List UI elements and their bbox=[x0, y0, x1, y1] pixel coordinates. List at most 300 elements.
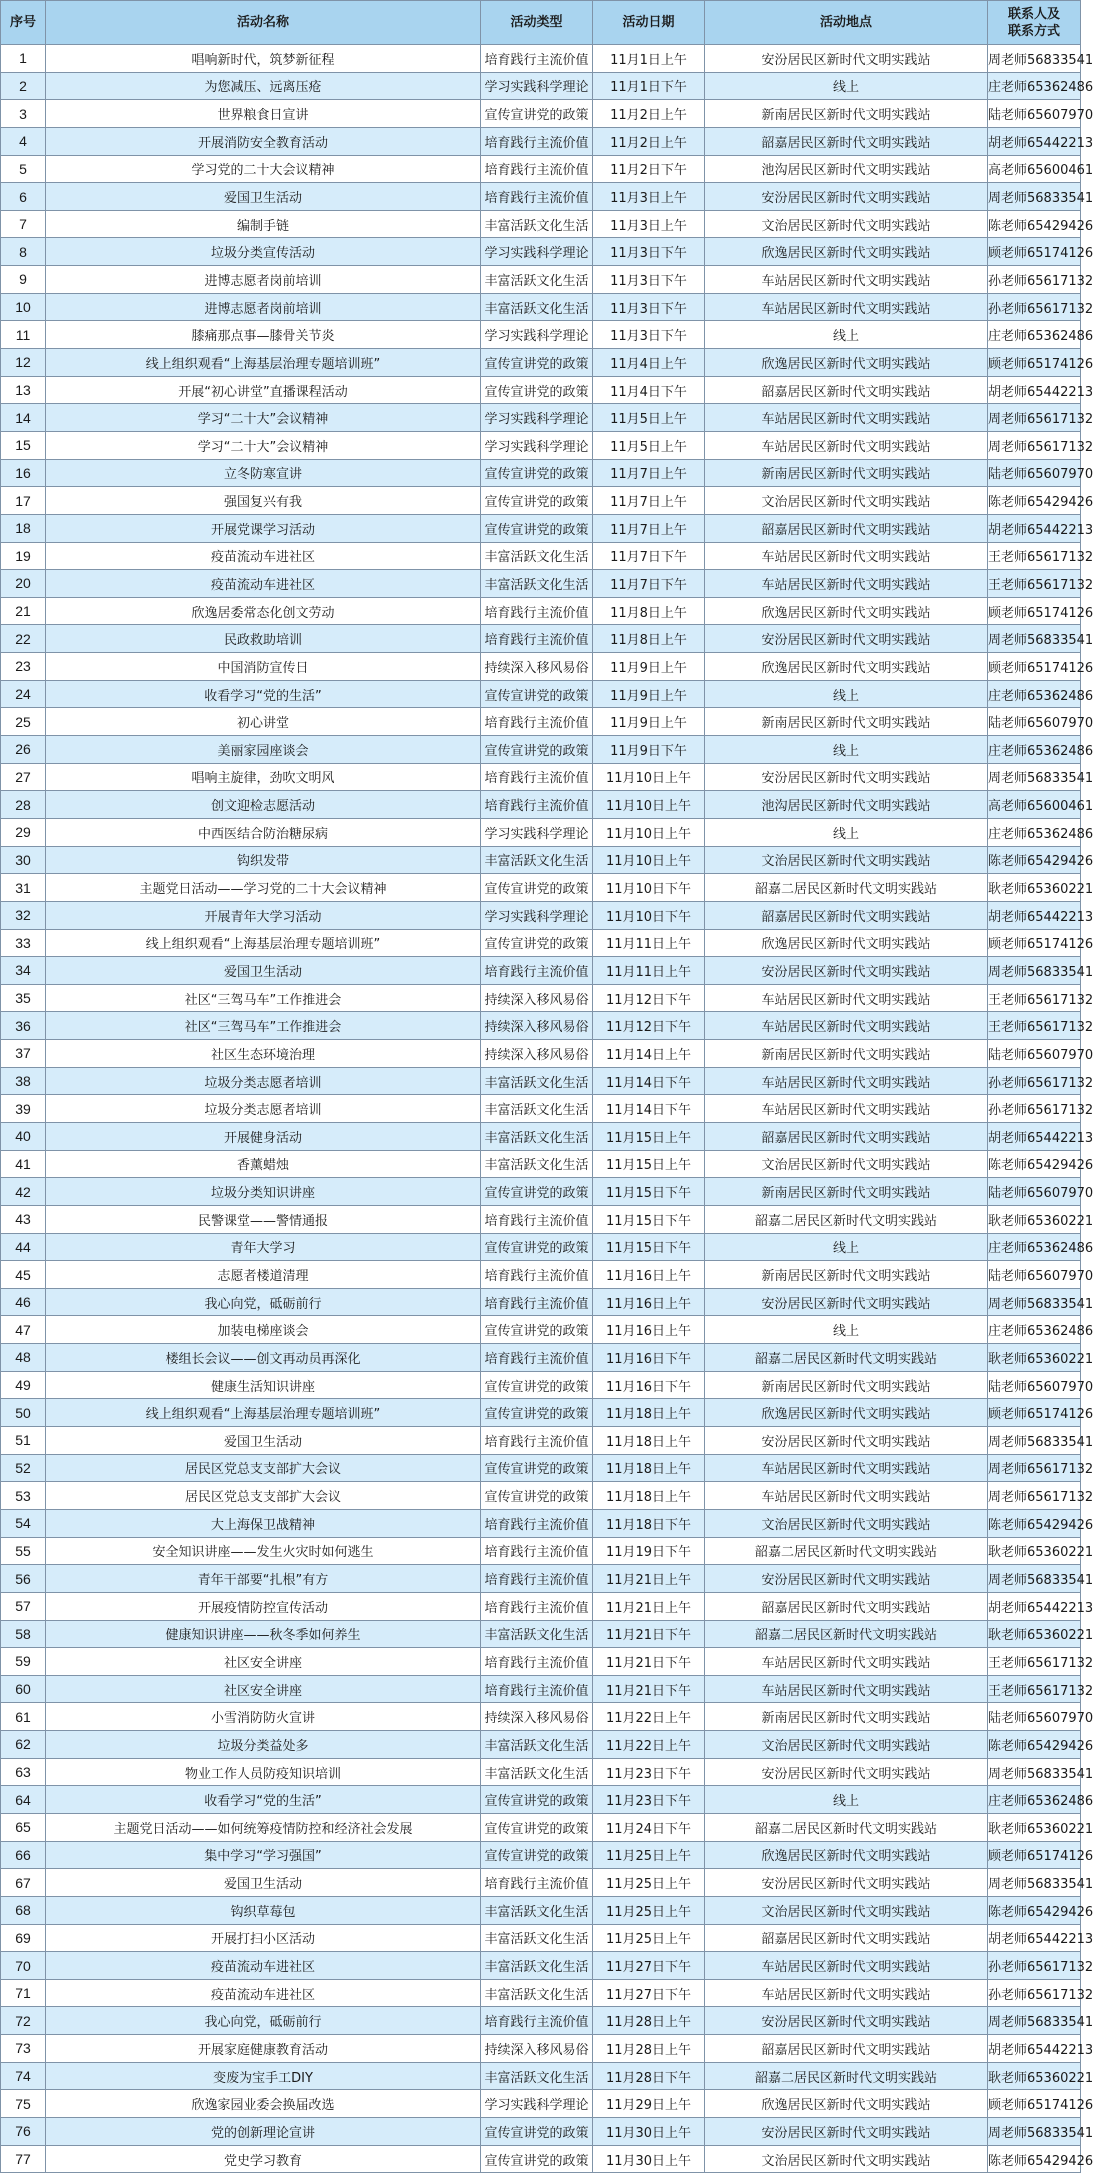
row-index: 69 bbox=[1, 1924, 46, 1952]
row-index: 37 bbox=[1, 1040, 46, 1068]
activity-name: 爱国卫生活动 bbox=[46, 1869, 481, 1897]
table-row bbox=[1, 183, 1081, 211]
activity-name: 疫苗流动车进社区 bbox=[46, 1952, 481, 1980]
activity-name: 社区“三驾马车”工作推进会 bbox=[46, 984, 481, 1012]
activity-location: 文治居民区新时代文明实践站 bbox=[705, 1731, 988, 1759]
table-row bbox=[1, 874, 1081, 902]
header-contact-label: 联系人及 联系方式 bbox=[1007, 6, 1060, 39]
activity-location: 韶嘉二居民区新时代文明实践站 bbox=[705, 2062, 988, 2090]
activity-date: 11月4日下午 bbox=[593, 376, 705, 404]
contact: 孙老师65617132 bbox=[988, 266, 1081, 294]
contact: 陈老师65429426 bbox=[988, 846, 1081, 874]
activity-type: 宣传宣讲党的政策 bbox=[481, 1454, 593, 1482]
row-index: 75 bbox=[1, 2090, 46, 2118]
table-row bbox=[1, 1786, 1081, 1814]
row-index: 77 bbox=[1, 2145, 46, 2173]
activity-type: 宣传宣讲党的政策 bbox=[481, 1316, 593, 1344]
activity-date: 11月3日上午 bbox=[593, 210, 705, 238]
activity-date: 11月3日下午 bbox=[593, 266, 705, 294]
contact: 胡老师65442213 bbox=[988, 2035, 1081, 2063]
header-row bbox=[1, 1, 1081, 45]
activity-date: 11月9日上午 bbox=[593, 653, 705, 681]
row-index: 12 bbox=[1, 349, 46, 377]
activity-date: 11月21日上午 bbox=[593, 1565, 705, 1593]
table-row bbox=[1, 1731, 1081, 1759]
activity-type: 丰富活跃文化生活 bbox=[481, 1731, 593, 1759]
activity-date: 11月7日上午 bbox=[593, 487, 705, 515]
activity-name: 疫苗流动车进社区 bbox=[46, 1979, 481, 2007]
table-row bbox=[1, 763, 1081, 791]
activity-type: 丰富活跃文化生活 bbox=[481, 293, 593, 321]
activity-type: 丰富活跃文化生活 bbox=[481, 1067, 593, 1095]
table-row bbox=[1, 984, 1081, 1012]
table-row bbox=[1, 1648, 1081, 1676]
table-row bbox=[1, 1122, 1081, 1150]
row-index: 22 bbox=[1, 625, 46, 653]
activity-location: 池沟居民区新时代文明实践站 bbox=[705, 791, 988, 819]
table-row bbox=[1, 100, 1081, 128]
table-row bbox=[1, 487, 1081, 515]
contact: 周老师56833541 bbox=[988, 1869, 1081, 1897]
row-index: 71 bbox=[1, 1979, 46, 2007]
table-row bbox=[1, 2007, 1081, 2035]
activity-type: 培育践行主流价值 bbox=[481, 1869, 593, 1897]
activity-date: 11月21日下午 bbox=[593, 1648, 705, 1676]
contact: 胡老师65442213 bbox=[988, 1592, 1081, 1620]
contact: 顾老师65174126 bbox=[988, 2090, 1081, 2118]
contact: 周老师65617132 bbox=[988, 404, 1081, 432]
activity-date: 11月14日下午 bbox=[593, 1067, 705, 1095]
activity-date: 11月4日上午 bbox=[593, 349, 705, 377]
row-index: 31 bbox=[1, 874, 46, 902]
activity-type: 宣传宣讲党的政策 bbox=[481, 680, 593, 708]
activity-date: 11月3日下午 bbox=[593, 293, 705, 321]
contact: 庄老师65362486 bbox=[988, 1233, 1081, 1261]
activity-date: 11月5日上午 bbox=[593, 404, 705, 432]
activity-location: 线上 bbox=[705, 1786, 988, 1814]
activity-date: 11月7日下午 bbox=[593, 542, 705, 570]
row-index: 72 bbox=[1, 2007, 46, 2035]
row-index: 67 bbox=[1, 1869, 46, 1897]
activity-date: 11月16日上午 bbox=[593, 1288, 705, 1316]
activity-name: 学习“二十大”会议精神 bbox=[46, 431, 481, 459]
activity-type: 宣传宣讲党的政策 bbox=[481, 874, 593, 902]
contact: 顾老师65174126 bbox=[988, 1399, 1081, 1427]
activity-name: 党史学习教育 bbox=[46, 2145, 481, 2173]
activity-type: 学习实践科学理论 bbox=[481, 431, 593, 459]
contact: 耿老师65360221 bbox=[988, 1537, 1081, 1565]
activity-location: 文治居民区新时代文明实践站 bbox=[705, 210, 988, 238]
activity-date: 11月7日上午 bbox=[593, 514, 705, 542]
row-index: 55 bbox=[1, 1537, 46, 1565]
contact: 孙老师65617132 bbox=[988, 1979, 1081, 2007]
activity-name: 我心向党，砥砺前行 bbox=[46, 1288, 481, 1316]
activity-type: 培育践行主流价值 bbox=[481, 625, 593, 653]
activity-type: 宣传宣讲党的政策 bbox=[481, 1814, 593, 1842]
contact: 耿老师65360221 bbox=[988, 874, 1081, 902]
activity-type: 培育践行主流价值 bbox=[481, 763, 593, 791]
row-index: 38 bbox=[1, 1067, 46, 1095]
header-contact bbox=[988, 1, 1081, 45]
table-row bbox=[1, 1344, 1081, 1372]
row-index: 54 bbox=[1, 1509, 46, 1537]
activity-date: 11月18日下午 bbox=[593, 1509, 705, 1537]
activity-date: 11月16日下午 bbox=[593, 1344, 705, 1372]
table-row bbox=[1, 1067, 1081, 1095]
contact: 陆老师65607970 bbox=[988, 1178, 1081, 1206]
activity-location: 安汾居民区新时代文明实践站 bbox=[705, 2007, 988, 2035]
row-index: 47 bbox=[1, 1316, 46, 1344]
activity-date: 11月14日上午 bbox=[593, 1040, 705, 1068]
table-row bbox=[1, 1482, 1081, 1510]
activity-location: 韶嘉居民区新时代文明实践站 bbox=[705, 901, 988, 929]
contact: 庄老师65362486 bbox=[988, 1786, 1081, 1814]
row-index: 49 bbox=[1, 1371, 46, 1399]
activity-name: 变废为宝手工DIY bbox=[46, 2062, 481, 2090]
activity-type: 培育践行主流价值 bbox=[481, 1592, 593, 1620]
activity-location: 欣逸居民区新时代文明实践站 bbox=[705, 238, 988, 266]
activity-name: 开展党课学习活动 bbox=[46, 514, 481, 542]
table-row bbox=[1, 72, 1081, 100]
activity-type: 学习实践科学理论 bbox=[481, 2090, 593, 2118]
activity-type: 培育践行主流价值 bbox=[481, 597, 593, 625]
table-row bbox=[1, 1040, 1081, 1068]
contact: 周老师56833541 bbox=[988, 1288, 1081, 1316]
table-row bbox=[1, 653, 1081, 681]
contact: 陆老师65607970 bbox=[988, 708, 1081, 736]
contact: 周老师56833541 bbox=[988, 957, 1081, 985]
activity-date: 11月1日上午 bbox=[593, 45, 705, 73]
row-index: 20 bbox=[1, 570, 46, 598]
activity-name: 线上组织观看“上海基层治理专题培训班” bbox=[46, 349, 481, 377]
activity-location: 线上 bbox=[705, 321, 988, 349]
activity-location: 韶嘉居民区新时代文明实践站 bbox=[705, 1122, 988, 1150]
contact: 胡老师65442213 bbox=[988, 514, 1081, 542]
activity-name: 开展“初心讲堂”直播课程活动 bbox=[46, 376, 481, 404]
activity-type: 丰富活跃文化生活 bbox=[481, 266, 593, 294]
activity-type: 丰富活跃文化生活 bbox=[481, 570, 593, 598]
activity-location: 文治居民区新时代文明实践站 bbox=[705, 1509, 988, 1537]
activity-date: 11月15日下午 bbox=[593, 1233, 705, 1261]
table-row bbox=[1, 1758, 1081, 1786]
row-index: 53 bbox=[1, 1482, 46, 1510]
row-index: 8 bbox=[1, 238, 46, 266]
contact: 王老师65617132 bbox=[988, 570, 1081, 598]
activity-name: 收看学习“党的生活” bbox=[46, 680, 481, 708]
activity-date: 11月7日下午 bbox=[593, 570, 705, 598]
activity-name: 膝痛那点事—膝骨关节炎 bbox=[46, 321, 481, 349]
activity-type: 学习实践科学理论 bbox=[481, 238, 593, 266]
activity-location: 文治居民区新时代文明实践站 bbox=[705, 1150, 988, 1178]
table-row bbox=[1, 846, 1081, 874]
activity-type: 持续深入移风易俗 bbox=[481, 1040, 593, 1068]
table-row bbox=[1, 1869, 1081, 1897]
activity-type: 学习实践科学理论 bbox=[481, 818, 593, 846]
contact: 庄老师65362486 bbox=[988, 1316, 1081, 1344]
activity-date: 11月9日上午 bbox=[593, 680, 705, 708]
contact: 陈老师65429426 bbox=[988, 1150, 1081, 1178]
contact: 陆老师65607970 bbox=[988, 100, 1081, 128]
row-index: 21 bbox=[1, 597, 46, 625]
activity-type: 持续深入移风易俗 bbox=[481, 653, 593, 681]
activity-name: 青年干部要“扎根”有方 bbox=[46, 1565, 481, 1593]
activity-location: 安汾居民区新时代文明实践站 bbox=[705, 2118, 988, 2146]
activity-name: 中西医结合防治糖尿病 bbox=[46, 818, 481, 846]
table-row bbox=[1, 2145, 1081, 2173]
activity-location: 文治居民区新时代文明实践站 bbox=[705, 487, 988, 515]
activity-type: 培育践行主流价值 bbox=[481, 1675, 593, 1703]
row-index: 61 bbox=[1, 1703, 46, 1731]
contact: 陈老师65429426 bbox=[988, 1509, 1081, 1537]
activity-location: 车站居民区新时代文明实践站 bbox=[705, 542, 988, 570]
header-activity-name: 活动名称 bbox=[46, 1, 481, 45]
activity-date: 11月15日上午 bbox=[593, 1122, 705, 1150]
header-index: 序号 bbox=[1, 1, 46, 45]
row-index: 14 bbox=[1, 404, 46, 432]
row-index: 66 bbox=[1, 1841, 46, 1869]
activity-name: 社区生态环境治理 bbox=[46, 1040, 481, 1068]
table-row bbox=[1, 1565, 1081, 1593]
activity-date: 11月23日下午 bbox=[593, 1786, 705, 1814]
activity-date: 11月8日上午 bbox=[593, 625, 705, 653]
activity-location: 新南居民区新时代文明实践站 bbox=[705, 1703, 988, 1731]
activity-location: 韶嘉居民区新时代文明实践站 bbox=[705, 127, 988, 155]
activity-name: 加装电梯座谈会 bbox=[46, 1316, 481, 1344]
activity-date: 11月29日上午 bbox=[593, 2090, 705, 2118]
activity-type: 丰富活跃文化生活 bbox=[481, 1924, 593, 1952]
activity-name: 疫苗流动车进社区 bbox=[46, 570, 481, 598]
table-row bbox=[1, 708, 1081, 736]
activity-name: 健康生活知识讲座 bbox=[46, 1371, 481, 1399]
table-row bbox=[1, 1703, 1081, 1731]
contact: 陈老师65429426 bbox=[988, 1896, 1081, 1924]
table-row bbox=[1, 1371, 1081, 1399]
table-row bbox=[1, 431, 1081, 459]
activity-type: 宣传宣讲党的政策 bbox=[481, 459, 593, 487]
activity-type: 学习实践科学理论 bbox=[481, 72, 593, 100]
activity-type: 持续深入移风易俗 bbox=[481, 1703, 593, 1731]
activity-type: 宣传宣讲党的政策 bbox=[481, 1178, 593, 1206]
activity-location: 线上 bbox=[705, 818, 988, 846]
table-row bbox=[1, 321, 1081, 349]
table-row bbox=[1, 736, 1081, 764]
activity-date: 11月30日上午 bbox=[593, 2145, 705, 2173]
table-row bbox=[1, 2090, 1081, 2118]
contact: 陆老师65607970 bbox=[988, 1261, 1081, 1289]
activity-name: 开展健身活动 bbox=[46, 1122, 481, 1150]
activity-date: 11月27日下午 bbox=[593, 1952, 705, 1980]
activity-location: 车站居民区新时代文明实践站 bbox=[705, 1979, 988, 2007]
table-row bbox=[1, 1288, 1081, 1316]
activity-date: 11月12日下午 bbox=[593, 1012, 705, 1040]
table-row bbox=[1, 1952, 1081, 1980]
contact: 周老师56833541 bbox=[988, 1427, 1081, 1455]
activity-type: 持续深入移风易俗 bbox=[481, 984, 593, 1012]
contact: 高老师65600461 bbox=[988, 791, 1081, 819]
table-row bbox=[1, 957, 1081, 985]
contact: 庄老师65362486 bbox=[988, 818, 1081, 846]
table-row bbox=[1, 542, 1081, 570]
activity-name: 进博志愿者岗前培训 bbox=[46, 293, 481, 321]
activity-location: 车站居民区新时代文明实践站 bbox=[705, 1012, 988, 1040]
activity-location: 安汾居民区新时代文明实践站 bbox=[705, 1869, 988, 1897]
table-row bbox=[1, 2118, 1081, 2146]
table-row bbox=[1, 791, 1081, 819]
contact: 顾老师65174126 bbox=[988, 653, 1081, 681]
activity-location: 欣逸居民区新时代文明实践站 bbox=[705, 653, 988, 681]
contact: 王老师65617132 bbox=[988, 542, 1081, 570]
activity-location: 安汾居民区新时代文明实践站 bbox=[705, 957, 988, 985]
activity-name: 欣逸家园业委会换届改选 bbox=[46, 2090, 481, 2118]
row-index: 62 bbox=[1, 1731, 46, 1759]
row-index: 76 bbox=[1, 2118, 46, 2146]
activity-name: 小雪消防防火宣讲 bbox=[46, 1703, 481, 1731]
table-row bbox=[1, 818, 1081, 846]
activity-date: 11月14日下午 bbox=[593, 1095, 705, 1123]
activity-date: 11月24日下午 bbox=[593, 1814, 705, 1842]
activity-date: 11月3日上午 bbox=[593, 183, 705, 211]
table-row bbox=[1, 127, 1081, 155]
activity-type: 培育践行主流价值 bbox=[481, 2007, 593, 2035]
contact: 王老师65617132 bbox=[988, 984, 1081, 1012]
contact: 周老师65617132 bbox=[988, 431, 1081, 459]
activity-location: 池沟居民区新时代文明实践站 bbox=[705, 155, 988, 183]
activity-type: 宣传宣讲党的政策 bbox=[481, 376, 593, 404]
activity-location: 安汾居民区新时代文明实践站 bbox=[705, 1288, 988, 1316]
activity-location: 安汾居民区新时代文明实践站 bbox=[705, 1427, 988, 1455]
header-activity-type: 活动类型 bbox=[481, 1, 593, 45]
row-index: 40 bbox=[1, 1122, 46, 1150]
activity-name: 中国消防宣传日 bbox=[46, 653, 481, 681]
activity-date: 11月15日下午 bbox=[593, 1178, 705, 1206]
row-index: 36 bbox=[1, 1012, 46, 1040]
activity-location: 安汾居民区新时代文明实践站 bbox=[705, 45, 988, 73]
row-index: 30 bbox=[1, 846, 46, 874]
row-index: 27 bbox=[1, 763, 46, 791]
contact: 陆老师65607970 bbox=[988, 1703, 1081, 1731]
contact: 庄老师65362486 bbox=[988, 321, 1081, 349]
activity-location: 欣逸居民区新时代文明实践站 bbox=[705, 2090, 988, 2118]
table-row bbox=[1, 514, 1081, 542]
row-index: 17 bbox=[1, 487, 46, 515]
activity-name: 编制手链 bbox=[46, 210, 481, 238]
activity-location: 车站居民区新时代文明实践站 bbox=[705, 266, 988, 294]
activity-location: 欣逸居民区新时代文明实践站 bbox=[705, 1399, 988, 1427]
table-row bbox=[1, 404, 1081, 432]
contact: 王老师65617132 bbox=[988, 1675, 1081, 1703]
activity-type: 丰富活跃文化生活 bbox=[481, 2062, 593, 2090]
activity-type: 宣传宣讲党的政策 bbox=[481, 349, 593, 377]
row-index: 50 bbox=[1, 1399, 46, 1427]
activity-date: 11月21日下午 bbox=[593, 1620, 705, 1648]
activity-date: 11月10日上午 bbox=[593, 846, 705, 874]
row-index: 65 bbox=[1, 1814, 46, 1842]
row-index: 58 bbox=[1, 1620, 46, 1648]
activity-name: 垃圾分类宣传活动 bbox=[46, 238, 481, 266]
contact: 顾老师65174126 bbox=[988, 1841, 1081, 1869]
row-index: 70 bbox=[1, 1952, 46, 1980]
activity-location: 安汾居民区新时代文明实践站 bbox=[705, 183, 988, 211]
activity-name: 垃圾分类志愿者培训 bbox=[46, 1067, 481, 1095]
activity-name: 大上海保卫战精神 bbox=[46, 1509, 481, 1537]
contact: 周老师56833541 bbox=[988, 2007, 1081, 2035]
activity-location: 车站居民区新时代文明实践站 bbox=[705, 1952, 988, 1980]
row-index: 19 bbox=[1, 542, 46, 570]
activity-date: 11月8日上午 bbox=[593, 597, 705, 625]
activity-name: 集中学习“学习强国” bbox=[46, 1841, 481, 1869]
activity-location: 韶嘉二居民区新时代文明实践站 bbox=[705, 1344, 988, 1372]
activity-name: 学习“二十大”会议精神 bbox=[46, 404, 481, 432]
activity-name: 青年大学习 bbox=[46, 1233, 481, 1261]
activity-location: 安汾居民区新时代文明实践站 bbox=[705, 625, 988, 653]
contact: 胡老师65442213 bbox=[988, 1924, 1081, 1952]
activity-location: 文治居民区新时代文明实践站 bbox=[705, 1896, 988, 1924]
activity-date: 11月15日下午 bbox=[593, 1205, 705, 1233]
activity-date: 11月19日下午 bbox=[593, 1537, 705, 1565]
activity-type: 培育践行主流价值 bbox=[481, 1509, 593, 1537]
activity-type: 培育践行主流价值 bbox=[481, 183, 593, 211]
table-row bbox=[1, 1814, 1081, 1842]
activity-name: 民政救助培训 bbox=[46, 625, 481, 653]
contact: 顾老师65174126 bbox=[988, 929, 1081, 957]
activity-type: 培育践行主流价值 bbox=[481, 155, 593, 183]
activity-location: 韶嘉二居民区新时代文明实践站 bbox=[705, 1814, 988, 1842]
row-index: 2 bbox=[1, 72, 46, 100]
activity-date: 11月25日上午 bbox=[593, 1896, 705, 1924]
activity-date: 11月27日下午 bbox=[593, 1979, 705, 2007]
activity-date: 11月28日上午 bbox=[593, 2007, 705, 2035]
row-index: 45 bbox=[1, 1261, 46, 1289]
activity-name: 唱响主旋律，劲吹文明风 bbox=[46, 763, 481, 791]
activity-type: 培育践行主流价值 bbox=[481, 1648, 593, 1676]
activity-name: 欣逸居委常态化创文劳动 bbox=[46, 597, 481, 625]
row-index: 63 bbox=[1, 1758, 46, 1786]
table-row bbox=[1, 266, 1081, 294]
activity-type: 丰富活跃文化生活 bbox=[481, 1095, 593, 1123]
activity-location: 车站居民区新时代文明实践站 bbox=[705, 1095, 988, 1123]
activity-name: 社区安全讲座 bbox=[46, 1675, 481, 1703]
row-index: 74 bbox=[1, 2062, 46, 2090]
activity-name: 垃圾分类志愿者培训 bbox=[46, 1095, 481, 1123]
row-index: 24 bbox=[1, 680, 46, 708]
table-row bbox=[1, 1261, 1081, 1289]
contact: 陈老师65429426 bbox=[988, 2145, 1081, 2173]
contact: 顾老师65174126 bbox=[988, 238, 1081, 266]
activity-location: 车站居民区新时代文明实践站 bbox=[705, 1648, 988, 1676]
activity-date: 11月15日上午 bbox=[593, 1150, 705, 1178]
row-index: 4 bbox=[1, 127, 46, 155]
activity-type: 培育践行主流价值 bbox=[481, 1288, 593, 1316]
row-index: 34 bbox=[1, 957, 46, 985]
activity-name: 志愿者楼道清理 bbox=[46, 1261, 481, 1289]
table-row bbox=[1, 929, 1081, 957]
contact: 周老师56833541 bbox=[988, 2118, 1081, 2146]
row-index: 29 bbox=[1, 818, 46, 846]
activity-name: 钩织草莓包 bbox=[46, 1896, 481, 1924]
row-index: 1 bbox=[1, 45, 46, 73]
contact: 高老师65600461 bbox=[988, 155, 1081, 183]
activity-date: 11月10日上午 bbox=[593, 818, 705, 846]
activity-name: 线上组织观看“上海基层治理专题培训班” bbox=[46, 1399, 481, 1427]
activity-location: 安汾居民区新时代文明实践站 bbox=[705, 1758, 988, 1786]
row-index: 10 bbox=[1, 293, 46, 321]
row-index: 56 bbox=[1, 1565, 46, 1593]
activity-type: 丰富活跃文化生活 bbox=[481, 1758, 593, 1786]
activity-location: 韶嘉居民区新时代文明实践站 bbox=[705, 376, 988, 404]
activity-location: 车站居民区新时代文明实践站 bbox=[705, 1454, 988, 1482]
table-row bbox=[1, 1233, 1081, 1261]
activity-type: 宣传宣讲党的政策 bbox=[481, 1233, 593, 1261]
